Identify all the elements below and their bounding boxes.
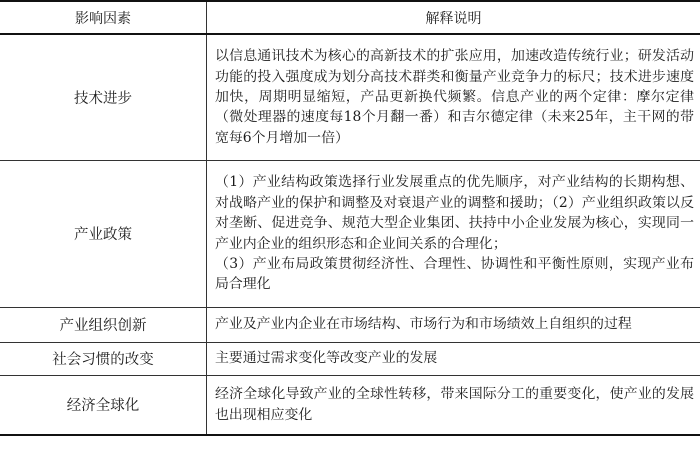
description-text: 以信息通讯技术为核心的高新技术的扩张应用，加速改造传统行业；研发活动功能的投入强度成为划分高技术群类和衡量产业竞争力的标尺；技术进步速度加快，周期明显缩短，产品更新换代频繁。信息产业的两个定律：摩尔定律（微处理器的速度每18个月翻一番）和吉尔德定律（未来25年，主干网的带宽每6个月增加一倍） — [215, 48, 694, 146]
factor-cell: 技术进步 — [0, 34, 207, 160]
description-cell — [207, 34, 700, 160]
factor-cell: 经济全球化 — [0, 375, 207, 435]
table-header-row — [0, 1, 700, 34]
table-row — [0, 307, 700, 342]
description-text: （3）产业布局政策贯彻经济性、合理性、协调性和平衡性原则，实现产业布局合理化 — [215, 255, 694, 293]
description-cell — [207, 307, 700, 342]
header-description: 解释说明 — [207, 1, 700, 34]
description-cell — [207, 342, 700, 375]
table-row — [0, 375, 700, 435]
factor-cell: 社会习惯的改变 — [0, 342, 207, 375]
table-row — [0, 160, 700, 307]
table-row — [0, 34, 700, 160]
description-cell — [207, 160, 700, 307]
factor-cell: 产业政策 — [0, 160, 207, 307]
header-factor: 影响因素 — [0, 1, 207, 34]
description-cell — [207, 375, 700, 435]
factor-cell: 产业组织创新 — [0, 307, 207, 342]
description-text: 经济全球化导致产业的全球性转移，带来国际分工的重要变化，使产业的发展也出现相应变化 — [215, 386, 694, 423]
table-row — [0, 342, 700, 375]
description-text: 主要通过需求变化等改变产业的发展 — [215, 350, 438, 367]
description-text: （1）产业结构政策选择行业发展重点的优先顺序，对产业结构的长期构想、对战略产业的保护和调整及对衰退产业的调整和援助；（2）产业组织政策以反对垄断、促进竞争、规范大型企业集团、扶持中小企业发展为核心，实现同一产业内企业的组织形态和企业间关系的合理化； — [215, 174, 694, 252]
description-text: 产业及产业内企业在市场结构、市场行为和市场绩效上自组织的过程 — [215, 316, 632, 333]
